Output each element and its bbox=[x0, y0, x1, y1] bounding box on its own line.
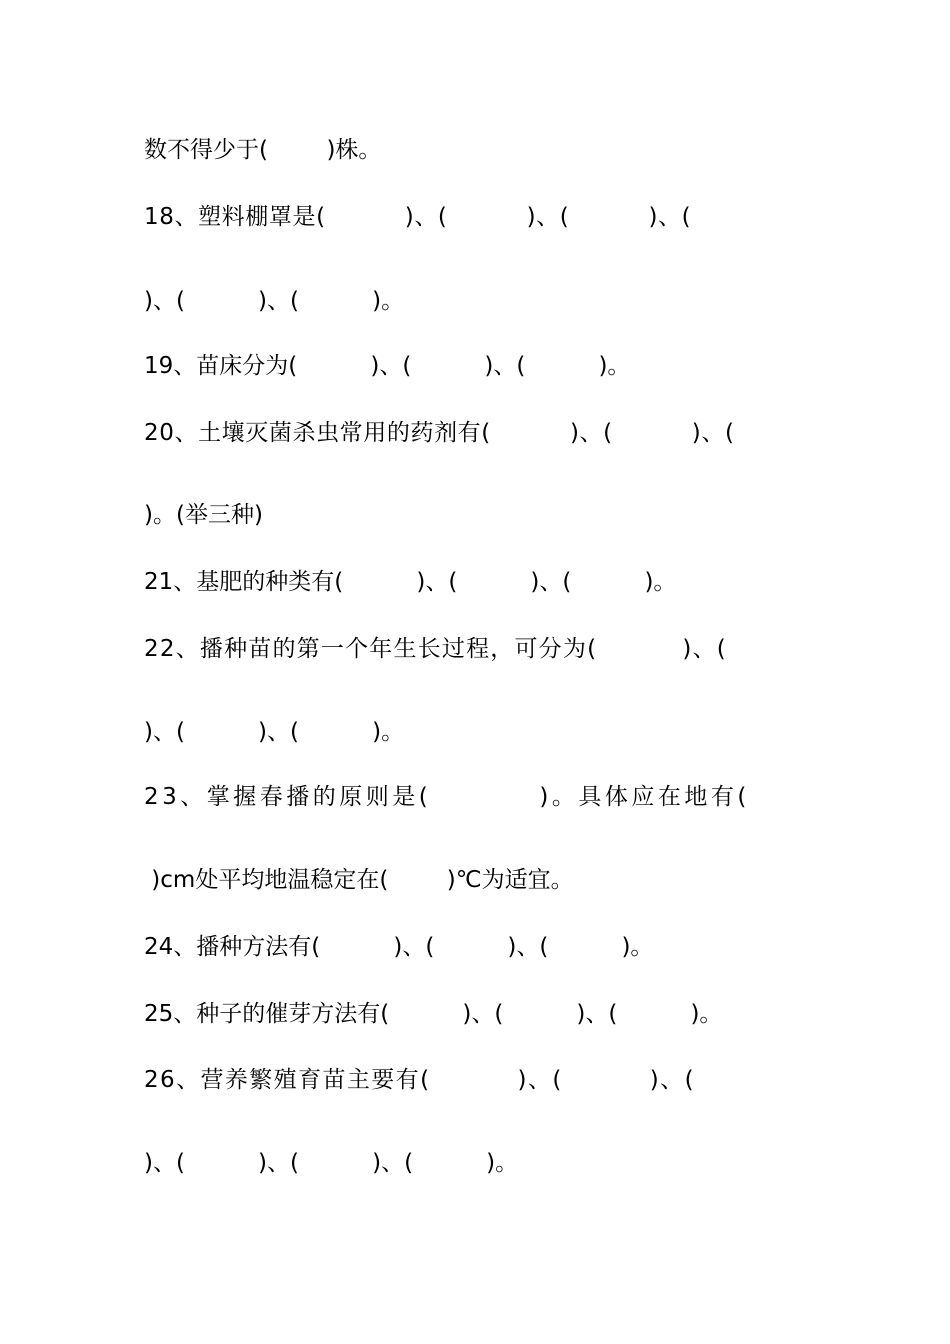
question-26-line-2: )、( )、( )、( )。 bbox=[144, 1150, 519, 1176]
question-23-line-2: )cm处平均地温稳定在( )℃为适宜。 bbox=[144, 867, 574, 893]
question-22-line-1: 22、播种苗的第一个年生长过程，可分为( )、( bbox=[144, 636, 727, 662]
text-line-17-cont: 数不得少于( )株。 bbox=[144, 137, 382, 163]
question-18-line-2: )、( )、( )。 bbox=[144, 288, 405, 314]
question-18-line-1: 18、塑料棚罩是( )、( )、( )、( bbox=[144, 204, 692, 230]
question-25: 25、种子的催芽方法有( )、( )、( )。 bbox=[144, 1001, 723, 1027]
question-24: 24、播种方法有( )、( )、( )。 bbox=[144, 934, 654, 960]
question-20-line-1: 20、土壤灭菌杀虫常用的药剂有( )、( )、( bbox=[144, 420, 735, 446]
question-23-line-1: 23、掌握春播的原则是( )。具体应在地有( bbox=[144, 784, 750, 810]
question-20-line-2: )。(举三种) bbox=[144, 502, 263, 528]
question-19: 19、苗床分为( )、( )、( )。 bbox=[144, 353, 631, 379]
question-26-line-1: 26、营养繁殖育苗主要有( )、( )、( bbox=[144, 1067, 695, 1093]
question-22-line-2: )、( )、( )。 bbox=[144, 719, 405, 745]
question-21: 21、基肥的种类有( )、( )、( )。 bbox=[144, 569, 677, 595]
